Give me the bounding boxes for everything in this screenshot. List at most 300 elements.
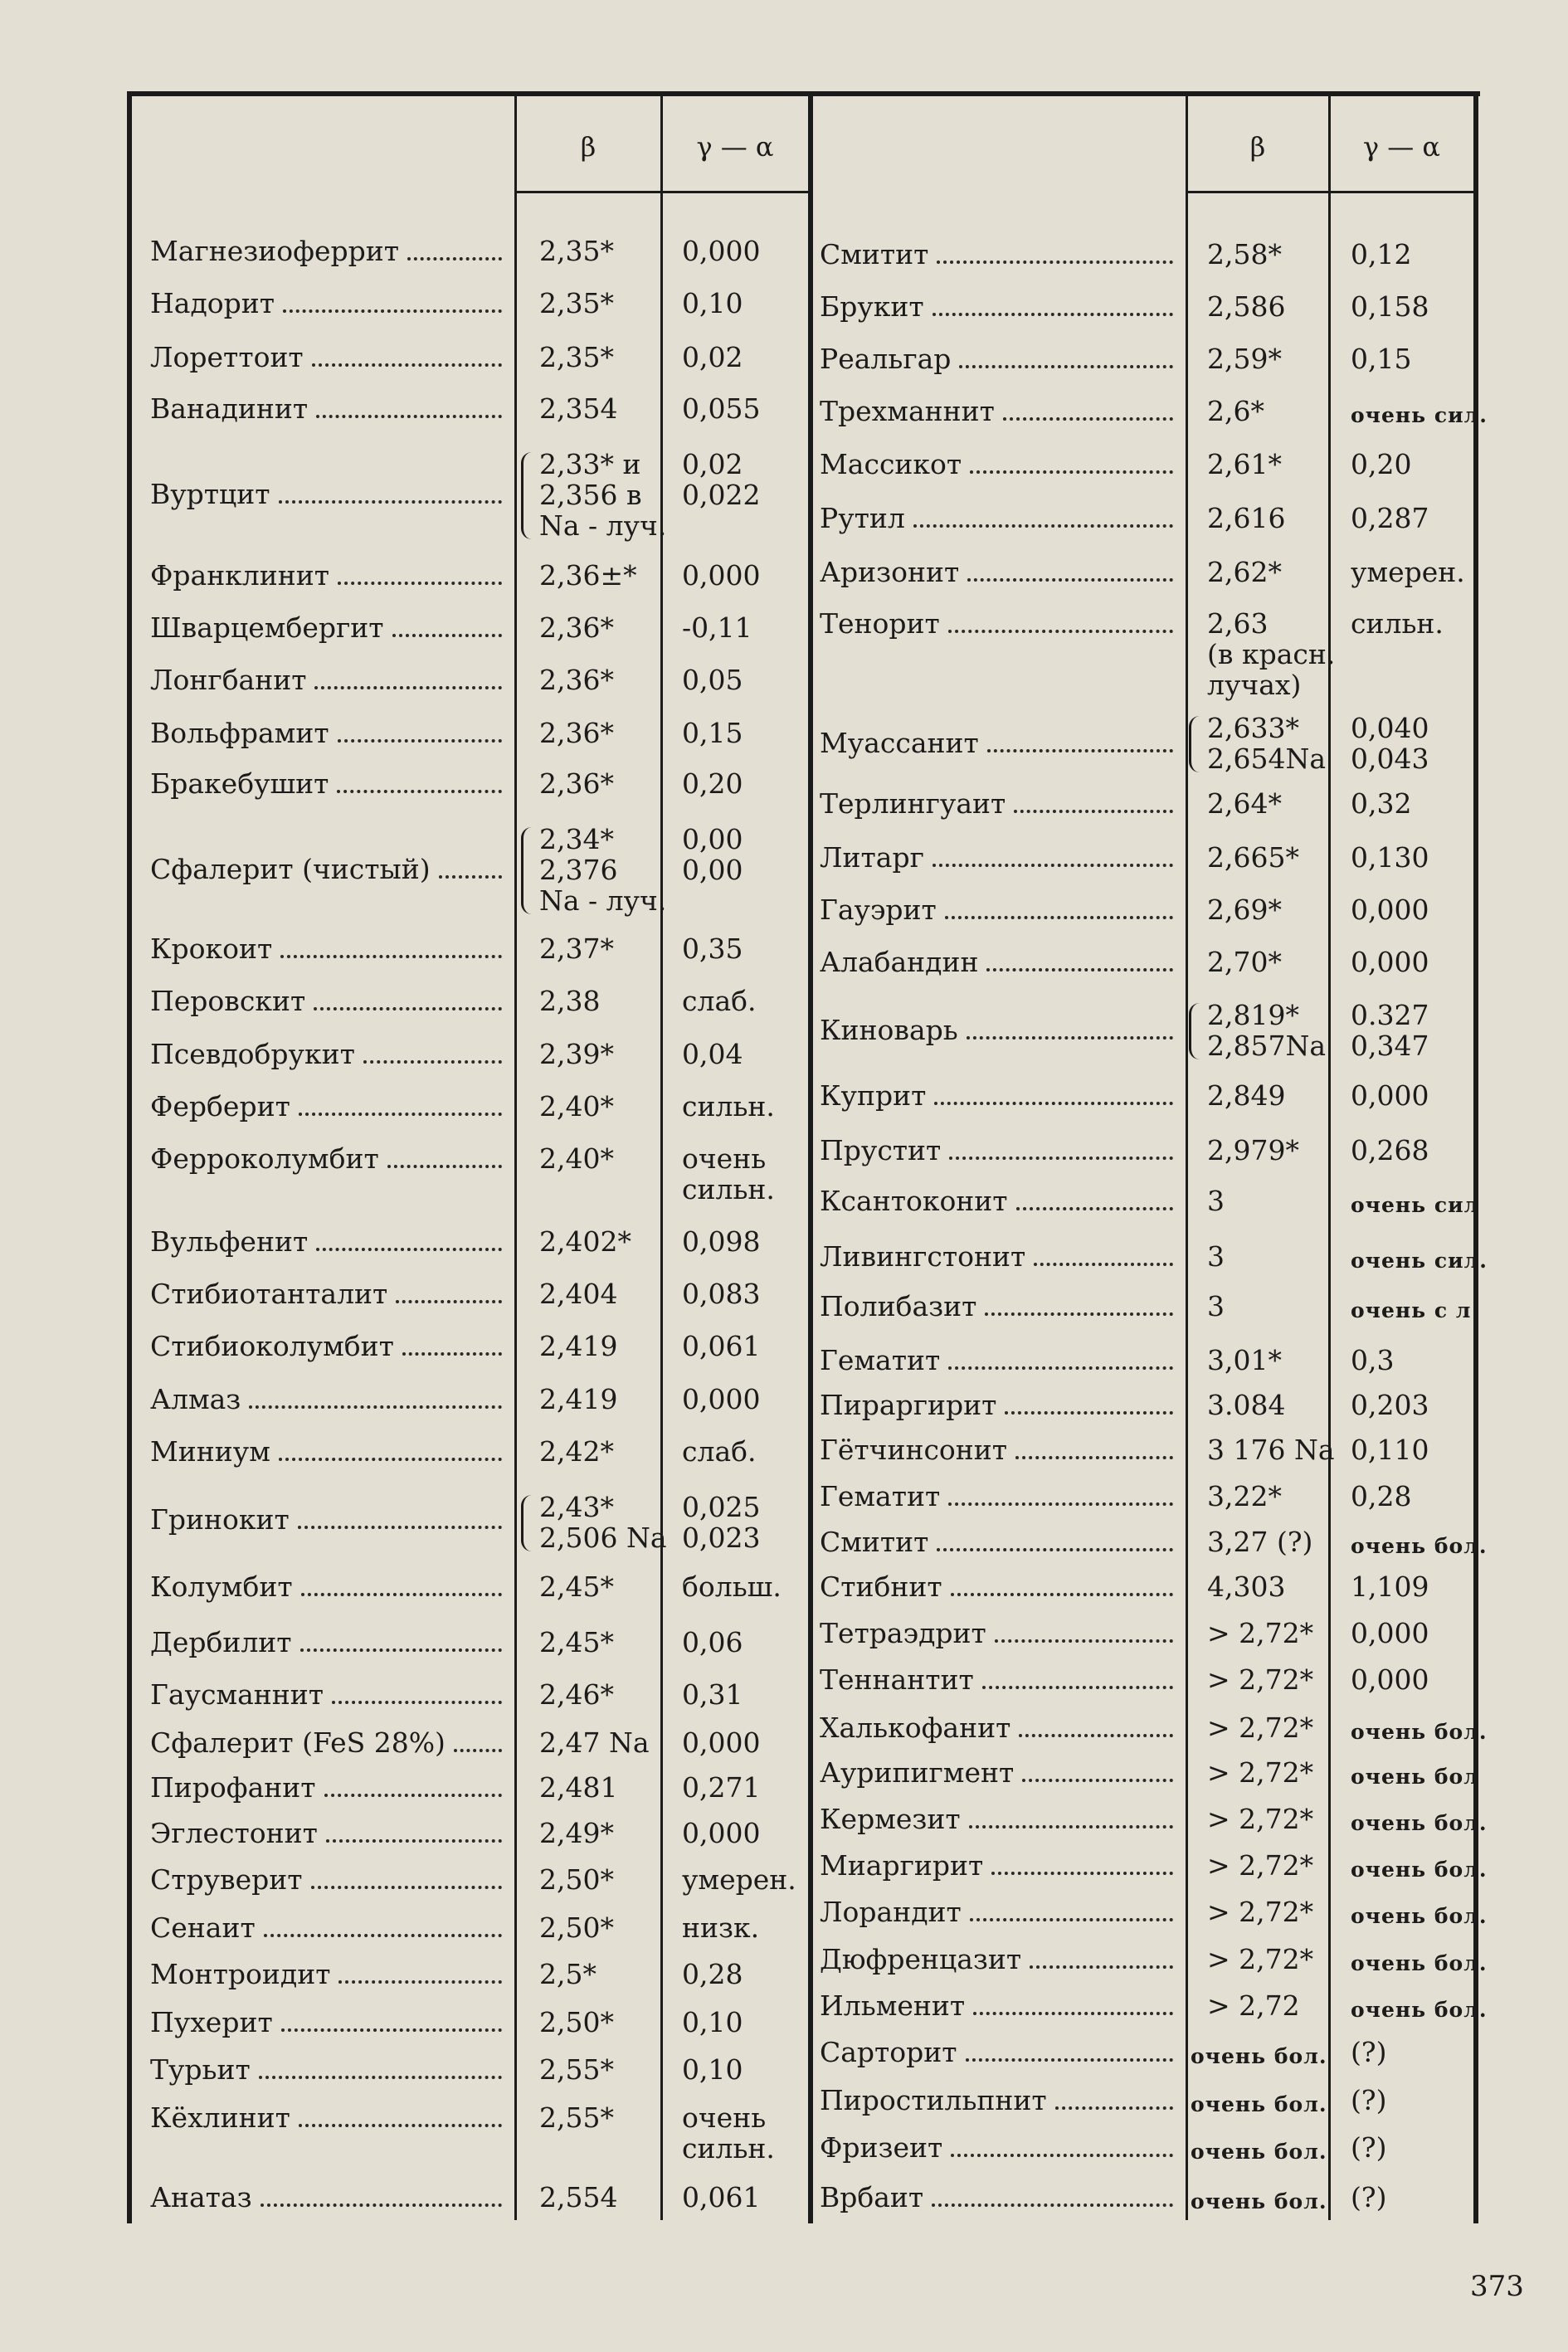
birefringence-value [1351, 1618, 1429, 1648]
beta-value [1207, 291, 1285, 322]
value-line: 2,46* [539, 1678, 614, 1712]
birefringence-value [1351, 947, 1429, 977]
mineral-name-text: Дюфренцазит [820, 1942, 1022, 1975]
mineral-name [820, 1757, 1178, 1789]
value-line: 2,376 [539, 854, 618, 887]
dot-leader [299, 2123, 502, 2127]
beta-value [1207, 1434, 1335, 1465]
value-line: 2,64* [1207, 786, 1282, 820]
mineral-name [150, 2007, 507, 2038]
header-beta-left: β [580, 131, 597, 163]
value-line: 0,158 [1351, 290, 1429, 323]
mineral-name-text: Алабандин [820, 946, 979, 979]
mineral-name [820, 1481, 1178, 1512]
value-line: 0,000 [1351, 1617, 1429, 1649]
mineral-name [820, 1571, 1178, 1603]
mineral-name [820, 1390, 1178, 1421]
beta-value [539, 342, 614, 373]
value-line: 2,36* [539, 664, 614, 697]
value-line: 0,32 [1351, 786, 1412, 820]
beta-value [539, 2102, 614, 2133]
value-line: 0,05 [682, 664, 743, 697]
birefringence-value [682, 1912, 759, 1943]
mineral-name-text: Лорандит [820, 1896, 962, 1929]
dot-leader [1019, 1733, 1173, 1737]
birefringence-value [682, 2102, 775, 2164]
birefringence-value [1351, 1901, 1488, 1931]
value-line: 2,59* [1207, 343, 1282, 376]
beta-value [1207, 1990, 1300, 2021]
dot-leader [973, 2011, 1173, 2015]
mineral-name [820, 1944, 1178, 1975]
mineral-name [150, 236, 507, 267]
value-line: 3,22* [1207, 1480, 1282, 1513]
value-line: 2,70* [1207, 946, 1282, 979]
dot-leader [948, 629, 1173, 633]
mineral-name [820, 1990, 1178, 2022]
mineral-name-text: Колумбит [150, 1570, 293, 1603]
beta-value [539, 2007, 614, 2038]
beta-value [1207, 1000, 1326, 1061]
dot-leader [1030, 1965, 1173, 1969]
birefringence-value [1351, 894, 1429, 925]
dot-leader [326, 1838, 502, 1843]
value-line: > 2,72* [1207, 1711, 1314, 1744]
value-line: 0,10 [682, 287, 743, 320]
mineral-name [820, 728, 1178, 759]
dot-leader [316, 1247, 502, 1251]
dot-leader [934, 1101, 1173, 1105]
dot-leader [338, 581, 502, 585]
value-line: 2,40* [539, 1090, 614, 1123]
mineral-name [820, 2132, 1178, 2164]
mineral-name-text: Сенаит [150, 1911, 256, 1944]
birefringence-value [1351, 2037, 1386, 2067]
mineral-name [150, 1278, 507, 1310]
mineral-name [150, 1226, 507, 1258]
dot-leader [987, 748, 1173, 752]
birefringence-value [1351, 2182, 1386, 2213]
brace-icon [1189, 716, 1200, 772]
mineral-name-text: Тетраэдрит [820, 1617, 986, 1649]
mineral-name-text: Смитит [820, 237, 929, 270]
value-line: 0,15 [1351, 343, 1412, 376]
beta-value [1207, 1135, 1299, 1166]
value-line: 0,02 [682, 341, 743, 374]
mineral-name-text: Лонгбанит [150, 664, 307, 697]
value-line: 2,45* [539, 1625, 614, 1658]
value-line: 0,10 [682, 2005, 743, 2038]
value-line: 2,419 [539, 1330, 618, 1363]
value-line: 0,000 [1351, 1663, 1429, 1697]
value-line: 0,10 [682, 2053, 743, 2087]
mineral-name [150, 1331, 507, 1362]
beta-value [539, 1571, 614, 1602]
birefringence-value [682, 1226, 760, 1257]
dot-leader [283, 309, 502, 313]
beta-value [1207, 1664, 1313, 1695]
beta-value [539, 1772, 617, 1803]
dot-leader [945, 915, 1173, 919]
value-line: > 2,72* [1207, 1617, 1314, 1649]
birefringence-value [1351, 2085, 1386, 2116]
value-line: 0,3 [1351, 1343, 1395, 1376]
dot-leader [982, 1685, 1173, 1689]
beta-value [1207, 1571, 1285, 1602]
value-line: 2,36* [539, 611, 614, 644]
beta-value [1207, 557, 1282, 587]
mineral-name-text: Франклинит [150, 558, 330, 592]
beta-value [539, 1818, 614, 1848]
mineral-name-text: Ванадинит [150, 392, 309, 425]
mineral-name [150, 1864, 507, 1896]
mineral-name [150, 2102, 507, 2134]
dot-leader [439, 874, 502, 879]
value-line: 0,000 [682, 1382, 761, 1415]
birefringence-value [1351, 1948, 1488, 1979]
value-line: 2,356 в [539, 478, 642, 511]
value-line: 0,35 [682, 933, 743, 966]
value-line: 2,43* [539, 1491, 614, 1524]
value-line: больш. [682, 1570, 782, 1603]
mineral-name [820, 1135, 1178, 1166]
beta-value [539, 1436, 614, 1467]
mineral-name-text: Дербилит [150, 1625, 292, 1658]
birefringence-value [1351, 1080, 1429, 1111]
mineral-name-text: Вульфенит [150, 1225, 309, 1258]
value-line: очень бол. [1191, 2091, 1327, 2116]
value-line: 2,47 Na [539, 1726, 650, 1760]
mineral-name [820, 1291, 1178, 1322]
beta-value [1207, 1291, 1225, 1322]
value-line: умерен. [682, 1863, 796, 1896]
birefringence-value [1351, 1190, 1479, 1220]
value-line: 2,39* [539, 1037, 614, 1070]
beta-value [539, 1331, 617, 1361]
birefringence-value [1351, 1345, 1394, 1376]
value-line: 0,12 [1351, 237, 1412, 270]
beta-value [1191, 2136, 1327, 2167]
value-line: 2,616 [1207, 501, 1286, 534]
value-line: 2,665* [1207, 840, 1299, 874]
value-line: 2,40* [539, 1142, 614, 1176]
header-rule-left [516, 191, 811, 193]
birefringence-value [682, 288, 743, 319]
value-line: очень сил. [1351, 1248, 1488, 1273]
birefringence-value [682, 1627, 743, 1658]
mineral-name [820, 1804, 1178, 1835]
value-line: 0,000 [682, 234, 761, 267]
value-line: очень бол. [1191, 2140, 1327, 2165]
mineral-name-text: Терлингуаит [820, 786, 1006, 820]
birefringence-value [1351, 1000, 1429, 1061]
mineral-name-text: Трехманнит [820, 395, 995, 428]
value-line: 2,38 [539, 985, 601, 1018]
mineral-name-text: Ильменит [820, 1989, 966, 2022]
mineral-name-text: Пираргирит [820, 1389, 997, 1422]
value-line: 2,50* [539, 1863, 614, 1896]
value-line: 2,34* [539, 823, 614, 856]
dot-leader [986, 967, 1173, 971]
dot-leader [1003, 416, 1173, 421]
beta-value [1207, 1757, 1313, 1788]
mineral-name [150, 768, 507, 800]
birefringence-value [682, 1384, 760, 1415]
value-line: сильн. [1351, 606, 1444, 640]
value-line: 0,20 [682, 767, 743, 801]
dot-leader [966, 2057, 1173, 2062]
mineral-name [820, 1527, 1178, 1558]
dot-leader [363, 1059, 502, 1064]
dot-leader [324, 1793, 502, 1797]
beta-value [1191, 2186, 1327, 2217]
birefringence-value [1351, 1481, 1411, 1512]
value-line: 0,28 [682, 1957, 743, 1990]
mineral-name [820, 449, 1178, 480]
value-line: 2,554 [539, 2181, 618, 2214]
value-line: 0,000 [682, 558, 761, 592]
birefringence-value [1351, 1664, 1429, 1695]
value-line: 0,083 [682, 1278, 761, 1311]
value-line: сильн. [682, 1090, 775, 1123]
dot-leader [1014, 809, 1173, 813]
value-line: > 2,72* [1207, 1756, 1314, 1790]
value-line: 2,69* [1207, 894, 1282, 927]
value-line: 3,01* [1207, 1343, 1282, 1376]
value-line: 0,31 [682, 1678, 743, 1712]
value-line: 0.327 [1351, 998, 1429, 1031]
birefringence-value [1351, 2132, 1386, 2163]
value-line: 2,35* [539, 341, 614, 374]
dot-leader [932, 2203, 1173, 2207]
header-beta-right: β [1249, 131, 1266, 163]
mineral-name [820, 788, 1178, 820]
mineral-name [150, 933, 507, 965]
beta-value [539, 449, 666, 541]
value-line: > 2,72* [1207, 1803, 1314, 1836]
dot-leader [1022, 1778, 1173, 1782]
mineral-name-text: Пирофанит [150, 1771, 316, 1804]
mineral-name-text: Бракебушит [150, 767, 329, 801]
birefringence-value [1351, 788, 1411, 819]
value-line: 0,268 [1351, 1133, 1429, 1166]
mineral-name-text: Лореттоит [150, 341, 304, 374]
dot-leader [1015, 1455, 1173, 1459]
value-line: очень бол. [1351, 1533, 1488, 1558]
value-line: очень бол [1351, 1765, 1479, 1790]
brace-icon [521, 1495, 532, 1551]
value-line: 2,979* [1207, 1133, 1299, 1166]
dot-leader [937, 1547, 1173, 1551]
mineral-name [820, 1241, 1178, 1273]
mineral-name-text: Массикот [820, 447, 962, 480]
dot-leader [301, 1592, 502, 1596]
mineral-name-text: Анатаз [150, 2181, 252, 2214]
mineral-name [150, 393, 507, 425]
mineral-name-text: Кермезит [820, 1803, 961, 1836]
birefringence-value [682, 1727, 760, 1758]
value-line: 2,63 [1207, 606, 1269, 640]
birefringence-value [682, 1143, 775, 1205]
value-line: 0,043 [1351, 743, 1429, 776]
beta-value [1207, 1804, 1313, 1834]
dot-leader [967, 1035, 1173, 1040]
birefringence-value [682, 1278, 760, 1309]
dot-leader [407, 256, 502, 261]
dot-leader [959, 364, 1173, 368]
mineral-name [150, 1627, 507, 1658]
beta-value [1207, 503, 1285, 533]
value-line: 0,061 [682, 1330, 761, 1363]
value-line: низк. [682, 1911, 760, 1944]
value-line: 0,055 [682, 392, 761, 425]
value-line: очень [682, 1142, 767, 1176]
value-line: 2,37* [539, 933, 614, 966]
dot-leader [298, 1525, 502, 1529]
value-line: 2,61* [1207, 447, 1282, 480]
mineral-name-text: Алмаз [150, 1382, 241, 1415]
mineral-name [150, 665, 507, 696]
birefringence-value [1351, 713, 1429, 774]
mineral-name-text: Рутил [820, 501, 905, 534]
beta-value [1207, 788, 1282, 819]
mineral-name-text: Вуртцит [150, 477, 270, 510]
beta-value [1207, 1080, 1285, 1111]
dot-leader [454, 1748, 502, 1752]
birefringence-value [682, 612, 752, 643]
value-line: 0,271 [682, 1771, 761, 1804]
beta-value [1207, 449, 1282, 480]
value-line: 2,819* [1207, 998, 1299, 1031]
mineral-name-text: Магнезиоферрит [150, 234, 399, 267]
mineral-name [820, 947, 1178, 978]
value-line: 0,04 [682, 1037, 743, 1070]
beta-value [539, 1864, 614, 1895]
mineral-name-text: Гётчинсонит [820, 1434, 1008, 1467]
mineral-name-text: Ливингстонит [820, 1239, 1026, 1273]
mineral-name [150, 560, 507, 592]
birefringence-value [682, 718, 743, 748]
value-line: 2,62* [1207, 556, 1282, 589]
birefringence-value [1351, 1854, 1488, 1885]
mineral-name-text: Фризеит [820, 2131, 943, 2165]
mineral-name [820, 1434, 1178, 1466]
mineral-name-text: Турьит [150, 2053, 251, 2087]
birefringence-value [1351, 608, 1444, 639]
dot-leader [261, 2203, 502, 2207]
value-line: 2,654Na [1207, 743, 1327, 776]
mineral-name-text: Куприт [820, 1079, 927, 1113]
mineral-name [150, 342, 507, 373]
dot-leader [1034, 1262, 1173, 1266]
dot-leader [280, 954, 502, 958]
mineral-name-text: Реальгар [820, 343, 952, 376]
dot-leader [933, 863, 1173, 867]
birefringence-value [682, 768, 743, 799]
birefringence-value [1351, 449, 1411, 480]
value-line: очень бол. [1351, 1997, 1488, 2022]
dot-leader [985, 1312, 1173, 1316]
value-line: 0,000 [1351, 1079, 1429, 1113]
birefringence-value [1351, 1434, 1429, 1465]
mineral-name [150, 986, 507, 1017]
mineral-name-text: Миниум [150, 1435, 270, 1468]
beta-value [1207, 713, 1326, 774]
dot-leader [948, 1366, 1173, 1370]
beta-value [1207, 396, 1264, 426]
value-line: очень бол. [1351, 1811, 1488, 1836]
mineral-name [150, 1679, 507, 1711]
table-top-rule [128, 91, 1480, 96]
mineral-name-text: Струверит [150, 1863, 303, 1896]
dot-leader [299, 1112, 502, 1116]
value-line: умерен. [1351, 556, 1465, 589]
dot-leader [281, 2028, 502, 2032]
value-line: 2,36±* [539, 558, 637, 592]
mineral-name [150, 2182, 507, 2213]
birefringence-value [682, 933, 743, 964]
mineral-name [150, 1091, 507, 1122]
value-line: 0,287 [1351, 501, 1429, 534]
mineral-name [150, 1143, 507, 1175]
value-line: очень бол. [1351, 1719, 1488, 1744]
value-line: > 2,72* [1207, 1849, 1314, 1882]
birefringence-value [1351, 503, 1429, 533]
mineral-name-text: Тенорит [820, 606, 940, 640]
dot-leader [311, 1885, 502, 1889]
value-line: 0,040 [1351, 712, 1429, 745]
value-line: 3 176 Na [1207, 1434, 1335, 1467]
beta-value [1207, 1944, 1313, 1975]
mineral-name [150, 1571, 507, 1603]
value-line: лучах) [1207, 668, 1302, 701]
mineral-name-text: Теннантит [820, 1663, 974, 1697]
value-line: 2,35* [539, 234, 614, 267]
dot-leader [396, 1299, 502, 1303]
birefringence-value [682, 2182, 760, 2213]
value-line: 0,025 [682, 1491, 761, 1524]
birefringence-value [682, 1679, 743, 1710]
mineral-name [820, 1080, 1178, 1112]
mineral-name-text: Халькофанит [820, 1711, 1011, 1744]
birefringence-value [682, 1039, 743, 1069]
value-line: 0,000 [1351, 946, 1429, 979]
header-gamma-alpha-left: γ — α [696, 131, 774, 163]
mineral-name-text: Монтроидит [150, 1957, 331, 1990]
beta-value [539, 1492, 667, 1553]
mineral-name-text: Литарг [820, 840, 924, 874]
table-left-border [127, 91, 132, 2223]
beta-value [1207, 1712, 1313, 1743]
value-line: 0,00 [682, 823, 743, 856]
value-line: 2,55* [539, 2053, 614, 2087]
mineral-name-text: Врбаит [820, 2181, 924, 2214]
mineral-name-text: Смитит [820, 1525, 929, 1558]
birefringence-value [1351, 400, 1488, 431]
dot-leader [338, 1979, 502, 1984]
birefringence-value [1351, 1994, 1488, 2025]
mineral-name [150, 479, 507, 510]
birefringence-value [1351, 239, 1411, 270]
dot-leader [312, 363, 502, 367]
birefringence-value [682, 1818, 760, 1848]
brace-icon [521, 827, 532, 914]
beta-value [1207, 608, 1335, 700]
beta-value [1207, 1186, 1225, 1216]
birefringence-value [682, 824, 743, 885]
dot-leader [967, 577, 1173, 582]
mineral-name [820, 2182, 1178, 2213]
